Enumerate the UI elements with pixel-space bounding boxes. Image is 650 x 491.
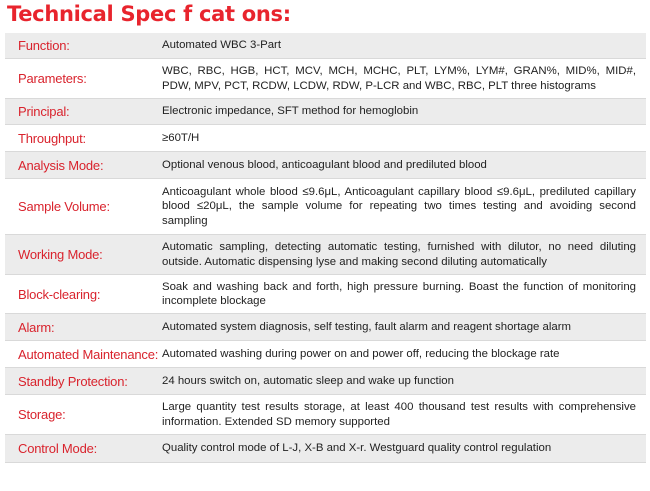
- spec-row-standby-protection: [5, 368, 646, 395]
- spec-row-automated-maintenance: [5, 341, 646, 368]
- spec-value: Automated WBC 3-Part: [162, 39, 282, 52]
- spec-row-block-clearing: [5, 275, 646, 314]
- spec-label: Function:: [18, 38, 70, 53]
- spec-value: Optional venous blood, anticoagulant blood and prediluted blood: [162, 158, 487, 171]
- spec-value: Electronic impedance, SFT method for hemoglobin: [162, 105, 419, 118]
- spec-value: WBC, RBC, HGB, HCT, MCV, MCH, MCHC, PLT, LYM%, LYM#, GRAN%, MID%, MID#, PDW, MPV, PCT, RCDW, LCDW, RDW, P-LCR and WBC, RBC, PLT three histograms: [162, 65, 636, 92]
- spec-value: Automatic sampling, detecting automatic testing, furnished with dilutor, no need diluting outside. Automatic dispensing lyse and making second diluting automatically: [162, 241, 636, 268]
- spec-value: Automated system diagnosis, self testing, fault alarm and reagent shortage alarm: [162, 320, 572, 333]
- spec-label: Analysis Mode:: [18, 157, 104, 173]
- spec-label: Throughput:: [18, 130, 86, 146]
- spec-value: Large quantity test results storage, at least 400 thousand test results with comprehensive information. Extended SD memory supported: [162, 401, 636, 428]
- spec-label: Working Mode:: [18, 247, 103, 262]
- spec-label: Automated Maintenance:: [18, 346, 159, 362]
- spec-value: Soak and washing back and forth, high pressure burning. Boast the function of monitoring incomplete blockage: [162, 280, 636, 307]
- spec-row-sample-volume: [5, 179, 646, 235]
- spec-table: [5, 33, 646, 463]
- spec-row-storage: [5, 395, 646, 435]
- spec-row-analysis-mode: [5, 152, 646, 179]
- spec-label: Block-clearing:: [18, 286, 101, 302]
- page-title: Technical Spec f cat ons:: [7, 2, 291, 26]
- spec-label: Storage:: [18, 407, 66, 422]
- spec-row-working-mode: [5, 235, 646, 275]
- spec-label: Standby Protection:: [18, 373, 128, 389]
- spec-label: Parameters:: [18, 71, 87, 86]
- spec-row-function: [5, 33, 646, 59]
- spec-row-throughput: [5, 125, 646, 152]
- spec-row-alarm: [5, 314, 646, 341]
- spec-value: Anticoagulant whole blood ≤9.6μL, Anticoagulant capillary blood ≤9.6μL, prediluted capillary blood ≤20μL, the sample volume for repeating two times testing and avoiding second sampling: [162, 185, 636, 227]
- spec-row-parameters: [5, 59, 646, 99]
- spec-row-control-mode: [5, 435, 646, 463]
- spec-label: Sample Volume:: [18, 199, 110, 214]
- spec-value: 24 hours switch on, automatic sleep and wake up function: [162, 374, 454, 387]
- spec-value: Quality control mode of L-J, X-B and X-r. Westguard quality control regulation: [162, 442, 552, 455]
- spec-row-principal: [5, 99, 646, 125]
- spec-value: Automated washing during power on and power off, reducing the blockage rate: [162, 347, 560, 360]
- spec-value: ≥60T/H: [162, 131, 200, 144]
- spec-label: Principal:: [18, 104, 70, 119]
- spec-label: Control Mode:: [18, 441, 98, 456]
- spec-label: Alarm:: [18, 319, 55, 335]
